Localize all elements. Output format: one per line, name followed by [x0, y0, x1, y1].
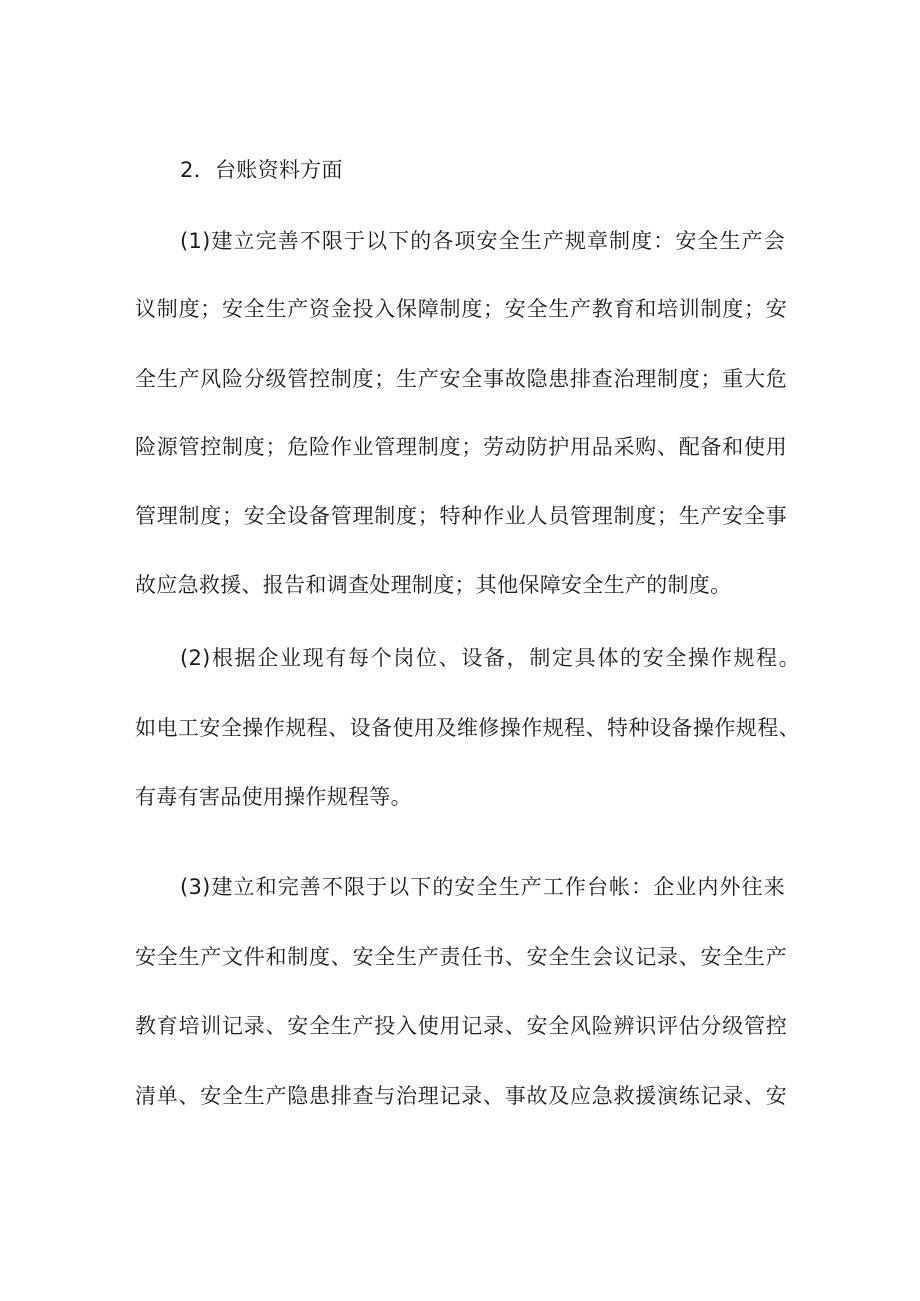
paragraph-2-line-2: 如电工安全操作规程、设备使用及维修操作规程、特种设备操作规程、 [135, 716, 800, 740]
paragraph-1-line-6: 故应急救援、报告和调查处理制度；其他保障安全生产的制度。 [135, 573, 732, 597]
paragraph-3-line-2: 安全生产文件和制度、安全生产责任书、安全生会议记录、安全生产 [135, 945, 787, 969]
paragraph-3-line-1: (3)建立和完善不限于以下的安全生产工作台帐：企业内外往来 [180, 875, 785, 899]
paragraph-3-line-3: 教育培训记录、安全生产投入使用记录、安全风险辨识评估分级管控 [135, 1014, 787, 1038]
paragraph-3-line-4: 清单、安全生产隐患排查与治理记录、事故及应急救援演练记录、安 [135, 1084, 787, 1108]
paragraph-1-line-5: 管理制度；安全设备管理制度；特种作业人员管理制度；生产安全事 [135, 504, 787, 528]
paragraph-1-line-1: (1)建立完善不限于以下的各项安全生产规章制度：安全生产会 [180, 229, 785, 253]
paragraph-1-line-4: 险源管控制度；危险作业管理制度；劳动防护用品采购、配备和使用 [135, 435, 787, 459]
paragraph-2-line-3: 有毒有害品使用操作规程等。 [135, 785, 412, 809]
paragraph-2-line-1: (2)根据企业现有每个岗位、设备，制定具体的安全操作规程。 [180, 646, 800, 670]
section-heading: 2．台账资料方面 [180, 158, 343, 182]
paragraph-1-line-3: 全生产风险分级管控制度；生产安全事故隐患排查治理制度；重大危 [135, 367, 787, 391]
paragraph-1-line-2: 议制度；安全生产资金投入保障制度；安全生产教育和培训制度；安 [135, 297, 787, 321]
